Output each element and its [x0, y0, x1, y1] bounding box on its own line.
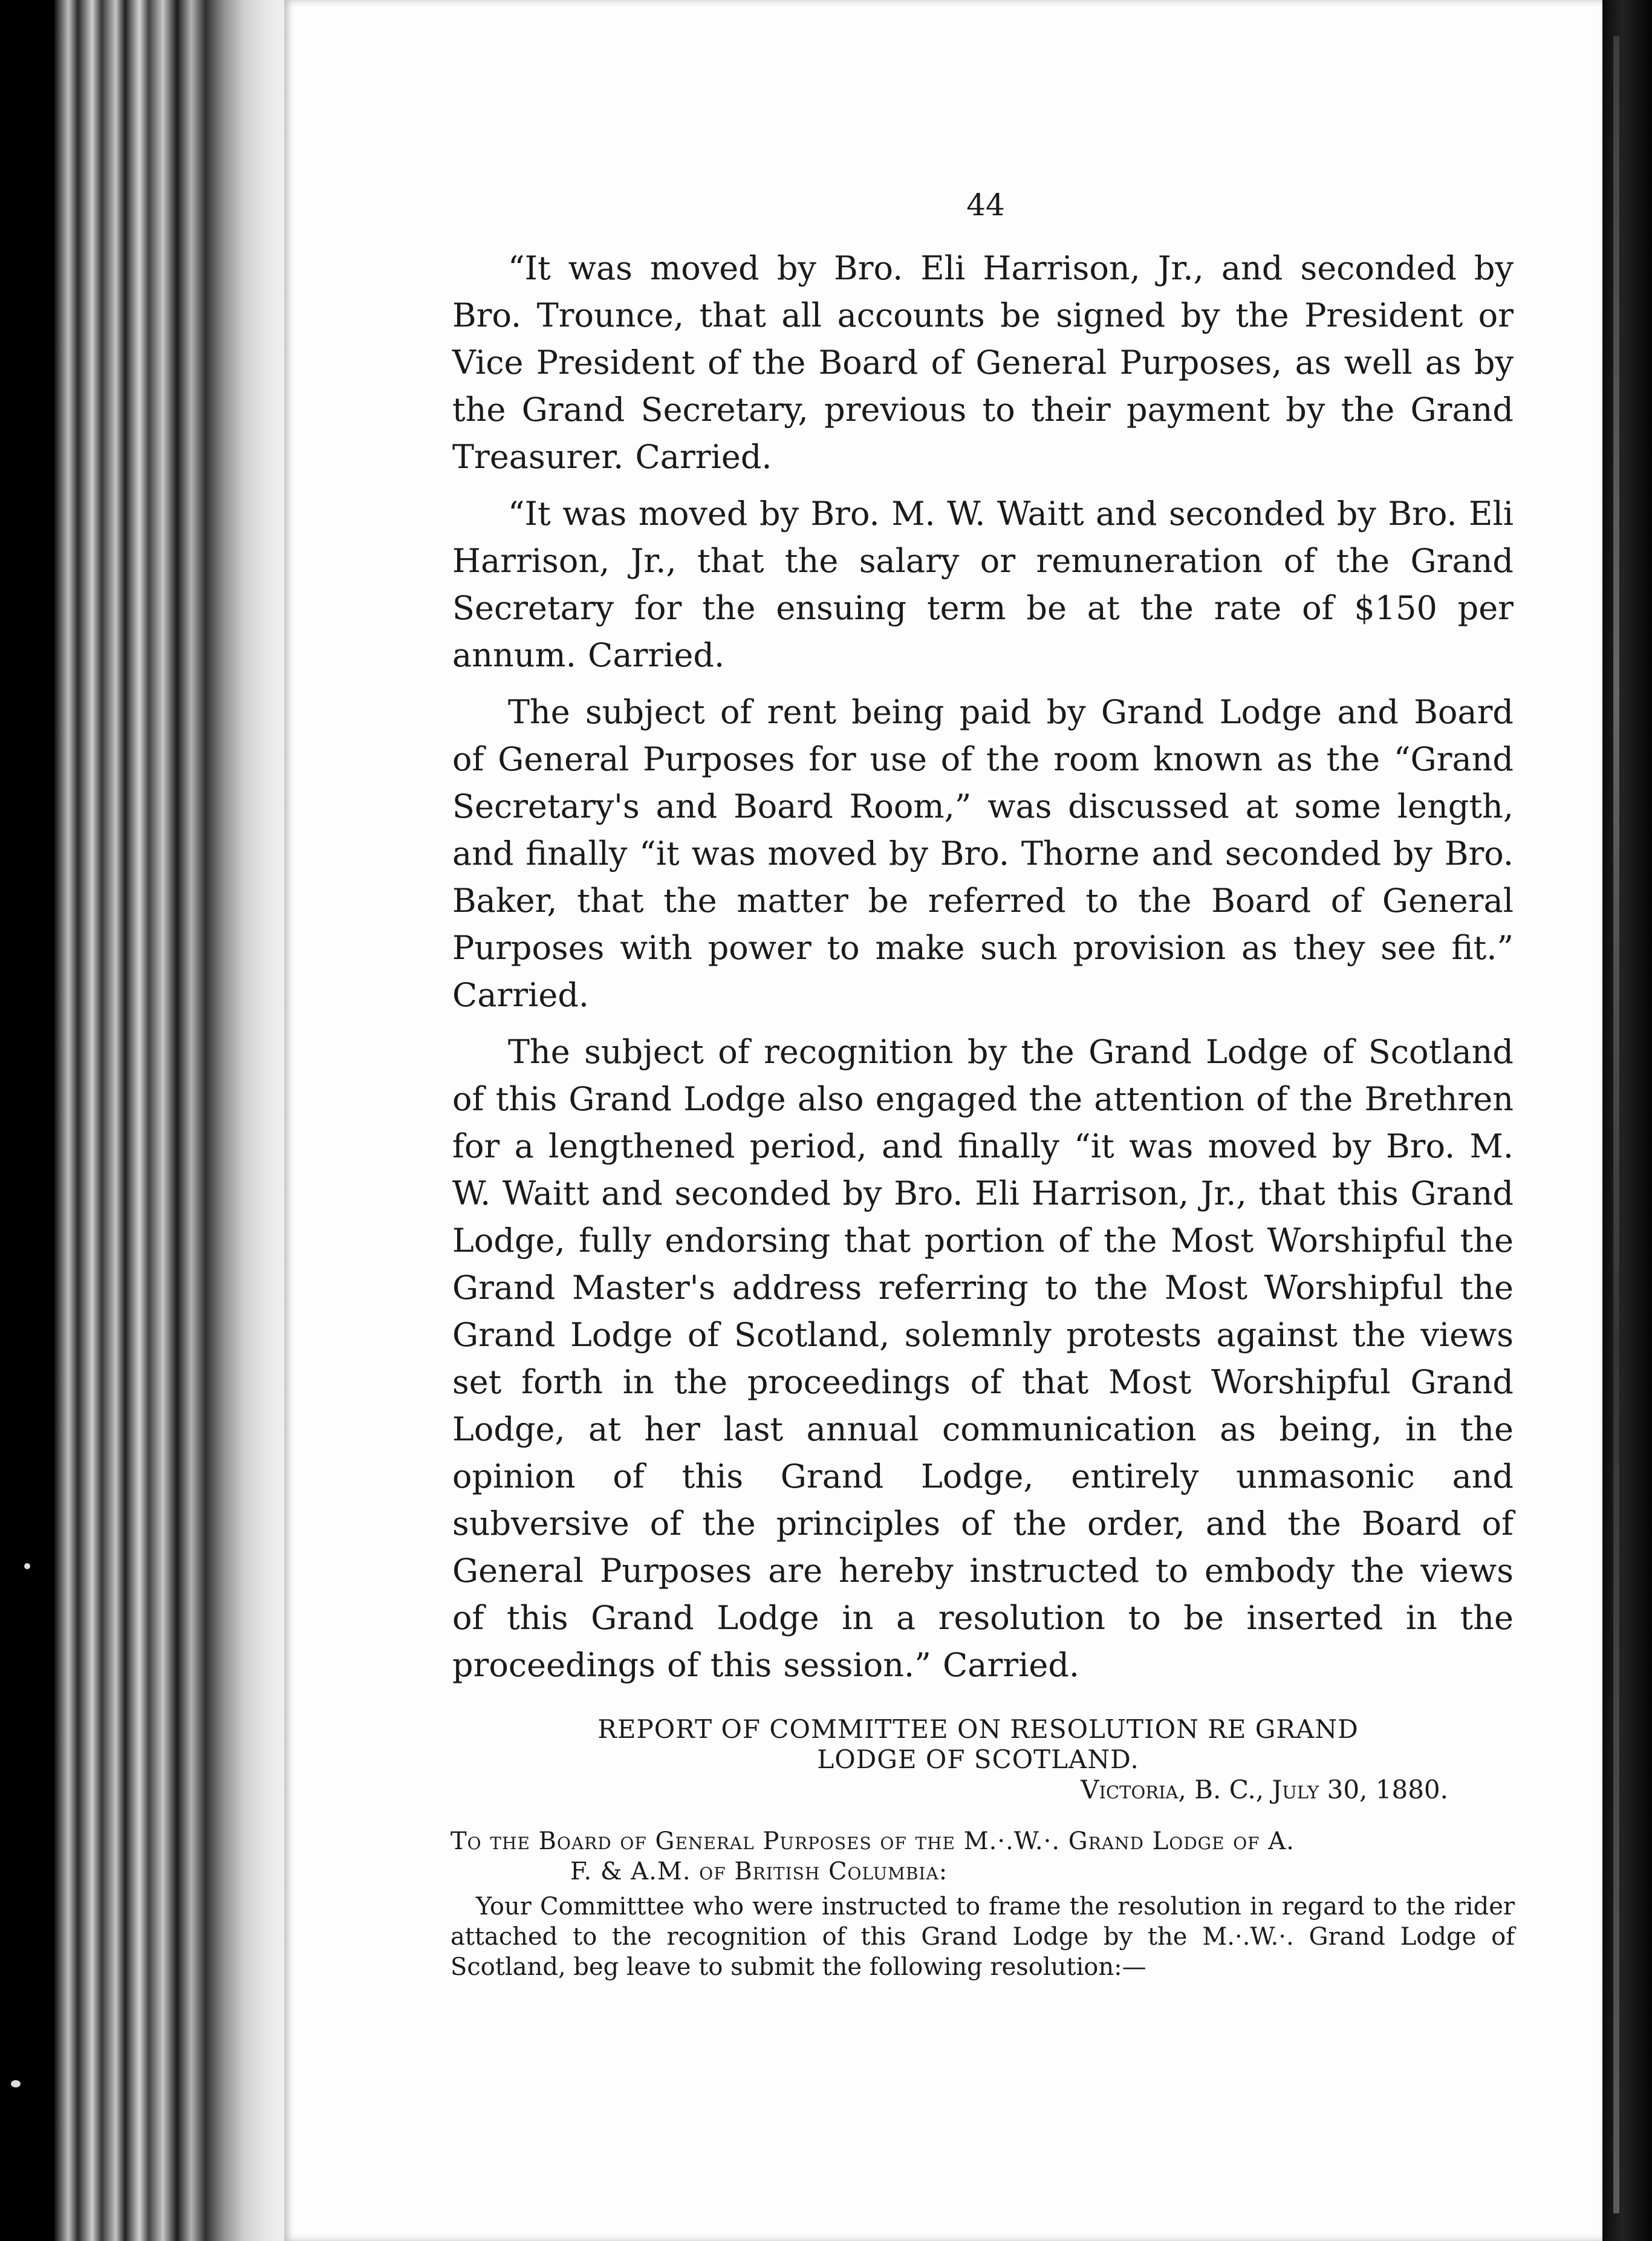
paragraph-scotland-recognition: The subject of recognition by the Grand Lodge of Scotland of this Grand Lodge also engaged the attention of the Brethren for a lengthened period, and finally “it was moved by Bro. M. W. Waitt and seconded by Bro. Eli Harrison, Jr., that this Grand Lodge, fully endorsing that portion of the Most Worshipful the Grand Master's address referring to the Most Worshipful the Grand Lodge of Scotland, solemnly protests against the views set forth in the proceedings of that Most Worshipful Grand Lodge, at her last annual communication as being, in the opinion of this Grand Lodge, entirely unmasonic and subversive of the principles of the order, and the Board of General Purposes are hereby instructed to embody the views of this Grand Lodge in a resolution to be inserted in the proceedings of this session.” Carried.: [452, 1033, 1514, 1684]
committee-paragraph: [450, 1891, 1515, 1982]
dateline: Victoria, B. C., July 30, 1880.: [1081, 1775, 1448, 1804]
body-text: [452, 245, 1514, 1699]
report-heading-line1: REPORT OF COMMITTEE ON RESOLUTION RE GRAND: [597, 1714, 1359, 1744]
margin-speck: [24, 1563, 30, 1569]
paragraph-rent-subject: The subject of rent being paid by Grand Lodge and Board of General Purposes for use of the room known as the “Grand Secretary's and Board Room,” was discussed at some length, and finally “it was moved by Bro. Thorne and seconded by Bro. Baker, that the matter be referred to the Board of General Purposes with power to make such provision as they see fit.” Carried.: [452, 693, 1514, 1014]
page-number: 44: [966, 187, 1005, 223]
margin-speck: [11, 2080, 21, 2087]
paragraph-accounts-motion: “It was moved by Bro. Eli Harrison, Jr., and seconded by Bro. Trounce, that all accounts be signed by the President or Vice President of the Board of General Purposes, as well as by the Grand Secretary, previous to their payment by the Grand Treasurer. Carried.: [452, 249, 1514, 476]
committee-paragraph-text: Your Committtee who were instructed to frame the resolution in regard to the rider attached to the recognition of this Grand Lodge by the M.·.W.·. Grand Lodge of Scotland, beg leave to submit the following resolution:—: [450, 1893, 1515, 1981]
book-edge: [54, 0, 290, 2241]
address-line1: To the Board of General Purposes of the M.·.W.·. Grand Lodge of A.: [450, 1827, 1295, 1855]
address-line2: F. & A.M. of British Columbia:: [570, 1858, 948, 1885]
address-block: [450, 1826, 1512, 1887]
right-edge-highlight: [1613, 36, 1619, 2213]
report-heading: [447, 1714, 1509, 1775]
right-page-edge: [1602, 0, 1652, 2241]
paragraph-salary-motion: “It was moved by Bro. M. W. Waitt and seconded by Bro. Eli Harrison, Jr., that the salary or remuneration of the Grand Secretary for the ensuing term be at the rate of $150 per annum. Carried.: [452, 495, 1514, 674]
report-heading-line2: LODGE OF SCOTLAND.: [817, 1745, 1139, 1774]
